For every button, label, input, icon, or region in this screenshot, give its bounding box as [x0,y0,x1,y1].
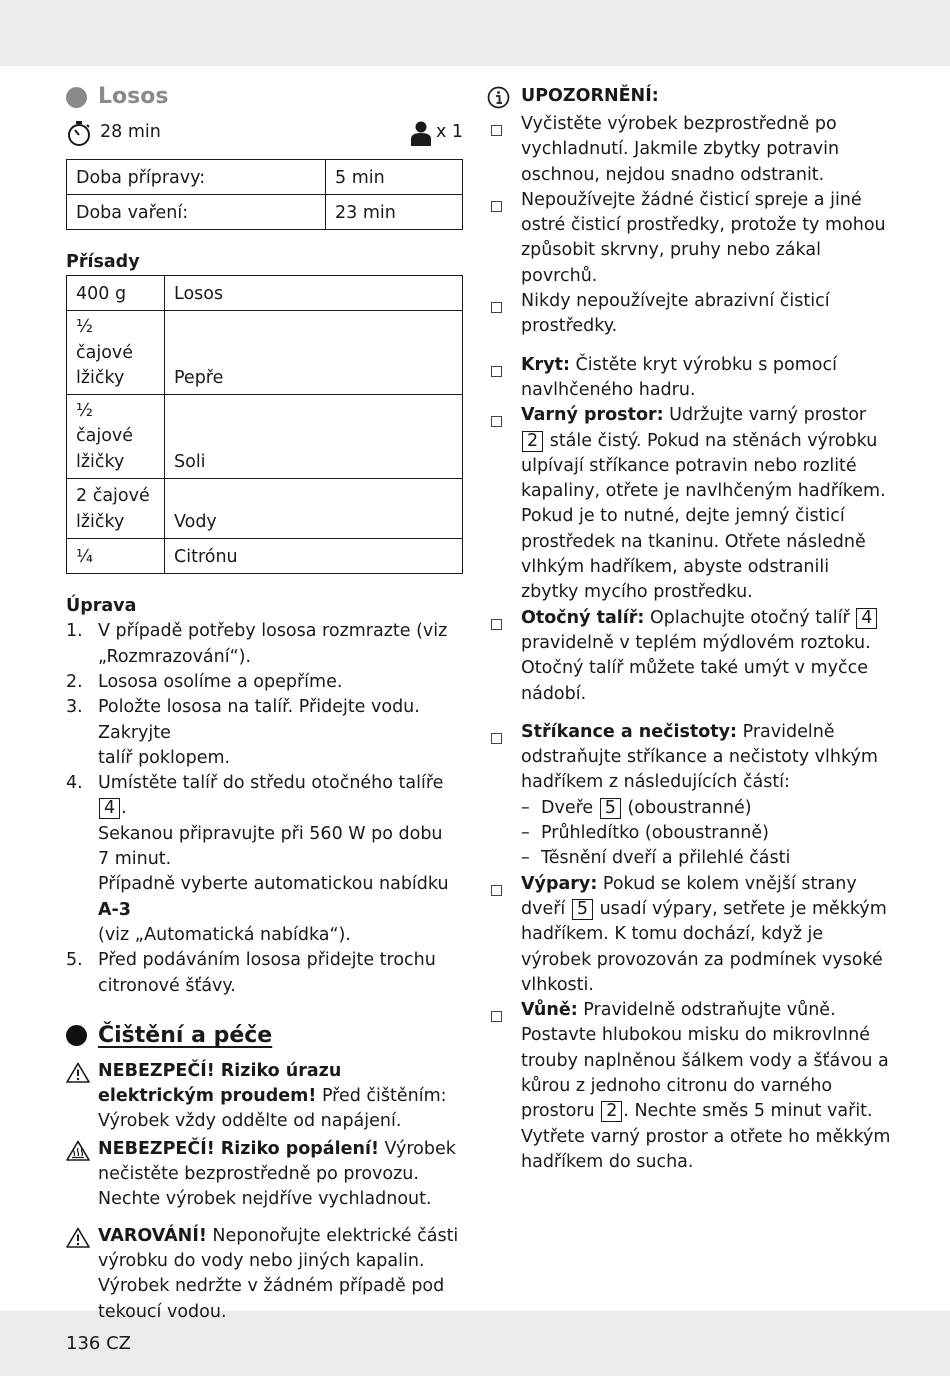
bullet-dot-icon [66,87,87,108]
checkbox-bullet-icon [491,125,502,136]
table-row [67,195,463,230]
table-row [67,160,463,195]
cleaning-heading [66,1021,463,1051]
dash-item: – Dveře 5 (oboustranné) [521,797,752,818]
ingredients-table [66,275,463,574]
warning-burn: NEBEZPEČÍ! Riziko popálení! Výrobek nečistěte bezprostředně po provozu. Nechte výrobek nejdříve vychladnout. [66,1137,463,1213]
ingredient-qty: 2 čajové lžičky [67,479,165,539]
left-column [66,80,463,1325]
method-heading: Úprava [66,596,137,617]
bullet-dot-icon [66,1025,87,1046]
timing-label: Doba vaření: [67,195,326,230]
recipe-title: Losos [98,84,169,110]
checkbox-bullet-icon [491,416,502,427]
list-item-otocny: Otočný talíř: Oplachujte otočný talíř 4 pravidelně v teplém mýdlovém roztoku. Otočný talíř můžete také umýt v myčce nádobí. [487,606,892,707]
list-item: 1. V případě potřeby lososa rozmrazte (viz „Rozmrazování“). [66,621,448,667]
timing-value: 5 min [326,160,463,195]
list-item: Nepoužívejte žádné čisticí spreje a jiné ostré čisticí prostředky, protože ty mohou způsobit skrvny, pruhy nebo zákal povrchů. [487,188,892,289]
list-item: Vyčistěte výrobek bezprostředně po vychladnutí. Jakmile zbytky potravin oschnou, nejdou snadno odstranit. [487,112,892,188]
servings-count: x 1 [435,122,463,143]
timing-label: Doba přípravy: [67,160,326,195]
list-item: Nikdy nepoužívejte abrazivní čisticí prostředky. [487,289,892,340]
hot-surface-icon [66,1137,98,1213]
recipe-heading [66,82,463,112]
info-icon [487,86,521,109]
notice-title: UPOZORNĚNÍ: [521,86,659,107]
recipe-meta [66,118,463,148]
ingredient-qty: 400 g [67,276,165,311]
table-row [67,276,463,311]
table-row [67,311,463,395]
list-item: 3. Položte lososa na talíř. Přidejte vodu. Zakryjte talíř poklopem. [66,697,420,768]
method-steps [66,619,463,998]
part-number-box: 5 [572,899,593,920]
notice-heading [487,82,892,112]
ingredient-item: Pepře [165,311,463,395]
dash-item: – Průhledítko (oboustranně) [521,823,769,844]
ingredient-item: Citrónu [165,539,463,574]
page-number: 136 CZ [66,1333,131,1354]
ingredients-heading: Přísady [66,252,140,272]
checkbox-bullet-icon [491,302,502,313]
part-number-box: 4 [99,798,120,819]
time-info [66,120,161,146]
checkbox-bullet-icon [491,733,502,744]
warning-water: VAROVÁNÍ! Neponořujte elektrické části výrobku do vody nebo jiných kapalin. Výrobek nedržte v žádném případě pod tekoucí vodou. [66,1224,463,1325]
list-item-strikance: Stříkance a nečistoty: Pravidelně odstraňujte stříkance a nečistoty vlhkým hadříkem z následujících částí: – Dveře 5 (oboustranné) – Průhledítko (oboustranně) – Těsnění dveří a přilehlé části [487,720,892,872]
right-column [487,80,892,1175]
ingredient-item: Losos [165,276,463,311]
part-number-box: 2 [601,1101,622,1122]
part-number-box: 2 [522,431,543,452]
ingredient-item: Vody [165,479,463,539]
list-item-kryt: Kryt: Čistěte kryt výrobku s pomocí navlhčeného hadru. [487,353,892,404]
checkbox-bullet-icon [491,1011,502,1022]
part-number-box: 4 [856,608,877,629]
ingredient-qty: ½ čajové lžičky [67,311,165,395]
list-item-varny: Varný prostor: Udržujte varný prostor 2 stále čistý. Pokud na stěnách výrobku ulpívají stříkance potravin nebo rozlité kapaliny, otřete je navlhčeným hadříkem. Pokud je to nutné, dejte jemný čisticí prostředek na tkaninu. Otřete následně vlhkým hadříkem, abyste odstranili zbytky mycího prostředku. [487,403,892,605]
checkbox-bullet-icon [491,619,502,630]
timing-value: 23 min [326,195,463,230]
table-row [67,395,463,479]
list-item-vypary: Výpary: Pokud se kolem vnější strany dveří 5 usadí výpary, setřete je měkkým hadříkem. K tomu dochází, když je výrobek provozován za podmínek vysoké vlhkosti. [487,872,892,998]
cooking-time: 28 min [100,122,161,143]
table-row [67,479,463,539]
warning-triangle-icon [66,1059,98,1135]
list-item: 4. Umístěte talíř do středu otočného talíře 4 . Sekanou připravujte při 560 W po dobu 7 minut. Případně vyberte automatickou nabídku A-3 (viz „Automatická nabídka“). [66,773,449,945]
checkbox-bullet-icon [491,201,502,212]
table-row [67,539,463,574]
ingredient-item: Soli [165,395,463,479]
warning-triangle-icon [66,1224,98,1325]
warning-electric: NEBEZPEČÍ! Riziko úrazu elektrickým proudem! Před čištěním: Výrobek vždy oddělte od napájení. [66,1059,463,1135]
list-item: 2. Lososa osolíme a opepříme. [66,671,343,692]
header-band [0,0,950,66]
cleaning-title: Čištění a péče [98,1023,273,1049]
servings-info [410,120,463,146]
stopwatch-icon [66,120,92,146]
list-item-vune: Vůně: Pravidelně odstraňujte vůně. Postavte hlubokou misku do mikrovlnné trouby naplněnou šálkem vody a šťávou a kůrou z jednoho citronu do varného prostoru 2 . Nechte směs 5 minut vařit. Vytřete varný prostor a otřete ho měkkým hadříkem do sucha. [487,998,892,1175]
checkbox-bullet-icon [491,366,502,377]
ingredient-qty: ½ čajové lžičky [67,395,165,479]
person-icon [410,120,432,146]
part-number-box: 5 [600,798,621,819]
ingredient-qty: ¼ [67,539,165,574]
timing-table [66,159,463,230]
dash-item: – Těsnění dveří a přilehlé části [521,848,791,869]
checkbox-bullet-icon [491,885,502,896]
list-item: 5. Před podáváním lososa přidejte trochu citronové šťávy. [66,950,436,996]
